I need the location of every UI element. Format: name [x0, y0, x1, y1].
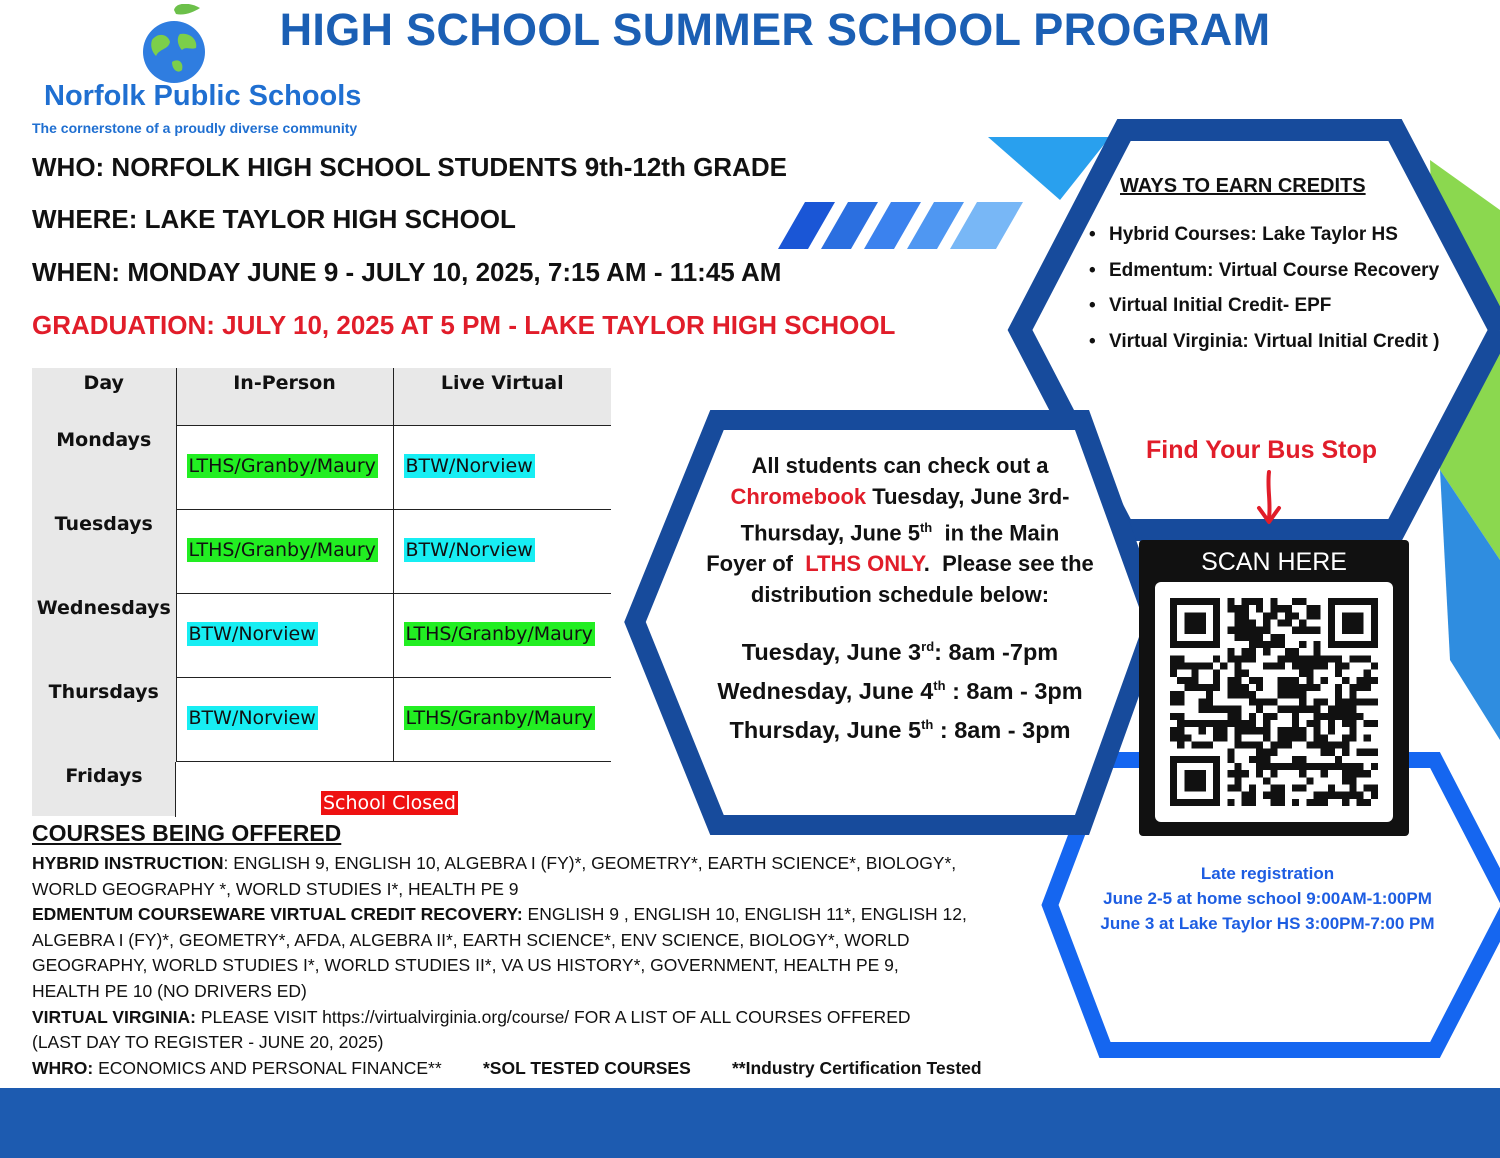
- chromebook-line: [690, 548, 1110, 579]
- stripe-accent: [778, 202, 1023, 249]
- day-cell: Tuesdays: [32, 509, 176, 593]
- when-line: WHEN: MONDAY JUNE 9 - JULY 10, 2025, 7:15 AM - 11:45 AM: [32, 257, 782, 287]
- whro-line: [32, 1058, 442, 1079]
- whro-text: ECONOMICS AND PERSONAL FINANCE**: [93, 1058, 442, 1078]
- edmentum-courses-line-2: ALGEBRA I (FY)*, GEOMETRY*, AFDA, ALGEBRA II*, EARTH SCIENCE*, ENV SCIENCE, BIOLOGY*, WORLD: [32, 930, 910, 950]
- dist-time: : 8am - 3pm: [945, 677, 1083, 704]
- chromebook-line: [690, 512, 1110, 548]
- distribution-schedule: [690, 630, 1110, 746]
- location-label: BTW/Norview: [188, 706, 316, 729]
- chromebook-text: Tuesday, June 3rd-: [866, 484, 1070, 509]
- in-person-cell: [176, 425, 393, 509]
- late-registration: [1060, 861, 1475, 936]
- industry-note: **Industry Certification Tested: [732, 1058, 982, 1078]
- table-row: [32, 509, 611, 593]
- header-day: Day: [32, 368, 176, 425]
- list-item: • Hybrid Courses: Lake Taylor HS: [1089, 224, 1439, 260]
- school-closed-badge: School Closed: [323, 792, 456, 814]
- vv-text: PLEASE VISIT https://virtualvirginia.org/course/ FOR A LIST OF ALL COURSES OFFERED: [196, 1007, 911, 1027]
- in-person-cell: [176, 593, 393, 677]
- scan-here-label: SCAN HERE: [1201, 548, 1347, 576]
- virtual-cell: [393, 425, 611, 509]
- vv-deadline-line: (LAST DAY TO REGISTER - JUNE 20, 2025): [32, 1032, 384, 1052]
- table-row: [32, 593, 611, 677]
- chromebook-text: Thursday, June 5: [740, 520, 920, 546]
- table-row: [32, 677, 611, 761]
- late-registration-line: June 3 at Lake Taylor HS 3:00PM-7:00 PM: [1100, 914, 1435, 933]
- chromebook-line: All students can check out a: [751, 453, 1049, 478]
- table-header-row: [32, 368, 611, 425]
- edmentum-label: EDMENTUM COURSEWARE VIRTUAL CREDIT RECOVERY:: [32, 904, 523, 924]
- location-label: LTHS/Granby/Maury: [405, 622, 593, 645]
- in-person-cell: [176, 509, 393, 593]
- where-line: WHERE: LAKE TAYLOR HIGH SCHOOL: [32, 204, 516, 234]
- day-cell: Wednesdays: [32, 593, 176, 677]
- whro-label: WHRO:: [32, 1058, 94, 1078]
- virtual-cell: [393, 677, 611, 761]
- dist-time: : 8am - 3pm: [933, 716, 1071, 743]
- hybrid-courses: : ENGLISH 9, ENGLISH 10, ALGEBRA I (FY)*, GEOMETRY*, EARTH SCIENCE*, BIOLOGY*,: [223, 853, 957, 873]
- dist-day: Wednesday, June 4: [717, 677, 934, 704]
- sol-note: *SOL TESTED COURSES: [483, 1058, 691, 1078]
- hybrid-courses-line-2: WORLD GEOGRAPHY *, WORLD STUDIES I*, HEALTH PE 9: [32, 879, 519, 899]
- page-title: HIGH SCHOOL SUMMER SCHOOL PROGRAM: [279, 4, 1271, 55]
- location-label: LTHS/Granby/Maury: [188, 454, 376, 477]
- virtual-cell: [393, 509, 611, 593]
- list-item: • Virtual Virginia: Virtual Initial Credit ): [1089, 331, 1439, 367]
- chromebook-word: Chromebook: [730, 484, 867, 509]
- edmentum-courses-line-3: GEOGRAPHY, WORLD STUDIES I*, WORLD STUDIES II*, VA US HISTORY*, GOVERNMENT, HEALTH PE 9,: [32, 955, 899, 975]
- location-label: BTW/Norview: [405, 538, 533, 561]
- vv-label: VIRTUAL VIRGINIA:: [32, 1007, 196, 1027]
- who-line: WHO: NORFOLK HIGH SCHOOL STUDENTS 9th-12th GRADE: [32, 152, 787, 182]
- graduation-line: GRADUATION: JULY 10, 2025 AT 5 PM - LAKE TAYLOR HIGH SCHOOL: [32, 310, 896, 340]
- edmentum-courses-line: [32, 904, 967, 925]
- apple-globe-logo-icon: [138, 4, 210, 84]
- ordinal-suffix: th: [919, 520, 933, 535]
- ordinal-suffix: rd: [921, 639, 935, 654]
- virtual-cell: [393, 593, 611, 677]
- ordinal-suffix: th: [933, 677, 946, 693]
- dist-day: Thursday, June 5: [729, 716, 922, 743]
- list-item: • Edmentum: Virtual Course Recovery: [1089, 260, 1439, 296]
- day-cell: Mondays: [32, 425, 176, 509]
- edmentum-courses: ENGLISH 9 , ENGLISH 10, ENGLISH 11*, ENGLISH 12,: [522, 904, 967, 924]
- distribution-row: [690, 669, 1110, 708]
- org-tagline: The cornerstone of a proudly diverse community: [32, 120, 358, 136]
- table-divider: [175, 762, 176, 817]
- chromebook-line: [690, 481, 1110, 512]
- location-label: LTHS/Granby/Maury: [405, 706, 593, 729]
- schedule-table: [32, 368, 611, 816]
- org-name: Norfolk Public Schools: [44, 80, 362, 112]
- day-cell: Thursdays: [32, 677, 176, 761]
- lths-only: LTHS ONLY: [805, 551, 924, 577]
- courses-heading: COURSES BEING OFFERED: [32, 820, 342, 846]
- credits-list: [1089, 224, 1439, 366]
- hybrid-courses-line: [32, 853, 956, 874]
- chromebook-text: . Please see the: [923, 551, 1094, 577]
- edmentum-courses-line-4: HEALTH PE 10 (NO DRIVERS ED): [32, 981, 307, 1001]
- header-live-virtual: Live Virtual: [393, 368, 611, 425]
- list-item: • Virtual Initial Credit- EPF: [1089, 295, 1439, 331]
- location-label: BTW/Norview: [188, 622, 316, 645]
- header-in-person: In-Person: [176, 368, 393, 425]
- hybrid-label: HYBRID INSTRUCTION: [32, 853, 224, 873]
- distribution-row: [690, 708, 1110, 747]
- late-registration-title: Late registration: [1200, 864, 1335, 883]
- in-person-cell: [176, 677, 393, 761]
- bus-stop-label: Find Your Bus Stop: [1146, 436, 1378, 464]
- location-label: LTHS/Granby/Maury: [188, 538, 376, 561]
- distribution-row: [690, 630, 1110, 669]
- chromebook-text: in the Main: [932, 520, 1060, 546]
- chromebook-line: distribution schedule below:: [750, 582, 1050, 608]
- late-registration-line: June 2-5 at home school 9:00AM-1:00PM: [1103, 889, 1432, 908]
- footer-bar: [0, 1088, 1500, 1158]
- dist-time: : 8am -7pm: [934, 638, 1059, 665]
- credits-heading: WAYS TO EARN CREDITS: [1120, 175, 1366, 197]
- chromebook-text: Foyer of: [706, 551, 806, 577]
- ordinal-suffix: th: [921, 716, 934, 732]
- table-row: [32, 425, 611, 509]
- location-label: BTW/Norview: [405, 454, 533, 477]
- chromebook-info: [690, 450, 1110, 610]
- arrow-down-icon: [1254, 468, 1284, 528]
- dist-day: Tuesday, June 3: [741, 638, 922, 665]
- day-cell: Fridays: [32, 761, 176, 816]
- virtual-virginia-line: [32, 1007, 911, 1028]
- qr-code-icon[interactable]: [1170, 598, 1378, 806]
